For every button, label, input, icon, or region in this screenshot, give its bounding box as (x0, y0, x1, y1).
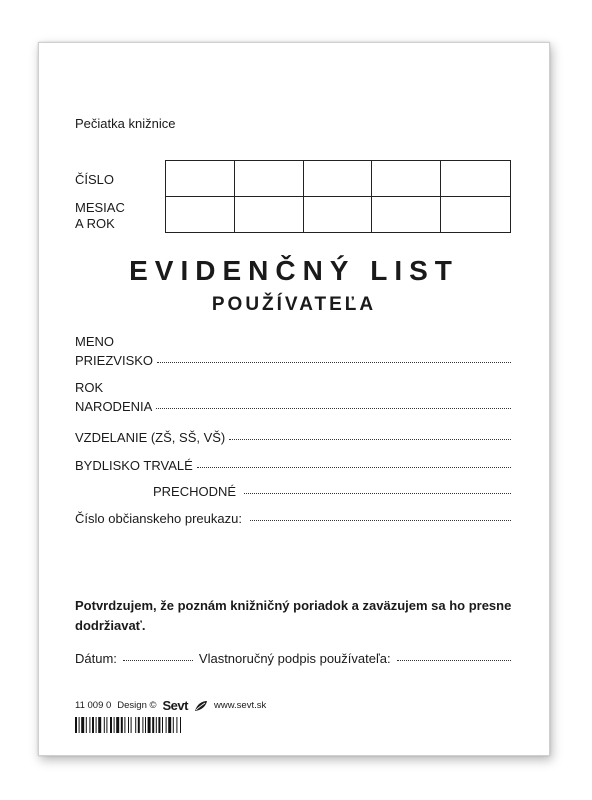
month-label: MESIAC (75, 200, 125, 215)
temporary-address-field[interactable] (244, 492, 511, 494)
month-year-cell-4[interactable] (372, 197, 441, 233)
education-row (75, 430, 511, 445)
surname-field[interactable] (157, 361, 511, 363)
surname-label: PRIEZVISKO (75, 353, 154, 368)
permanent-address-field[interactable] (197, 466, 511, 468)
temporary-address-row (153, 484, 511, 499)
number-cell-1[interactable] (166, 161, 235, 197)
month-year-label (75, 200, 125, 232)
leaf-logo-icon (194, 700, 208, 712)
registration-form-card (38, 42, 550, 756)
month-year-cell-3[interactable] (304, 197, 373, 233)
date-field[interactable] (123, 659, 193, 661)
month-year-cell-1[interactable] (166, 197, 235, 233)
website-url: www.sevt.sk (213, 700, 267, 711)
signature-label: Vlastnoručný podpis používateľa: (198, 651, 391, 666)
surname-row (75, 353, 511, 368)
date-label: Dátum: (75, 651, 117, 666)
signature-field[interactable] (397, 659, 511, 661)
product-code: 11 009 0 (75, 700, 112, 711)
id-card-row (75, 511, 511, 526)
sevt-logo: Sevt (162, 698, 188, 713)
temporary-address-label: PRECHODNÉ (153, 484, 237, 499)
name-label: MENO (75, 334, 114, 349)
permanent-address-row (75, 458, 511, 473)
id-card-field[interactable] (250, 519, 511, 521)
number-cell-4[interactable] (372, 161, 441, 197)
footer (75, 698, 266, 713)
number-label: ČÍSLO (75, 172, 115, 187)
document-subtitle: POUŽÍVATEĽA (211, 294, 377, 315)
year-label: A ROK (75, 216, 115, 231)
month-year-cell-5[interactable] (441, 197, 510, 233)
number-cell-3[interactable] (304, 161, 373, 197)
birth-field[interactable] (156, 407, 511, 409)
education-field[interactable] (229, 438, 511, 440)
date-signature-row (75, 651, 511, 666)
number-cell-5[interactable] (441, 161, 510, 197)
permanent-address-label: BYDLISKO TRVALÉ (75, 458, 193, 473)
month-year-cell-2[interactable] (235, 197, 304, 233)
design-credit: Design © (117, 700, 157, 711)
library-stamp-label: Pečiatka knižnice (75, 116, 176, 131)
number-month-grid (165, 160, 511, 233)
birth-year-label-line1: ROK (75, 380, 104, 395)
education-label: VZDELANIE (ZŠ, SŠ, VŠ) (75, 430, 226, 445)
id-card-label: Číslo občianskeho preukazu: (75, 511, 242, 526)
number-cell-2[interactable] (235, 161, 304, 197)
birth-label: NARODENIA (75, 399, 153, 414)
barcode (75, 717, 249, 733)
birth-row (75, 399, 511, 414)
confirmation-statement: Potvrdzujem, že poznám knižničný poriadok a zaväzujem sa ho presne dodržiavať. (75, 598, 512, 633)
document-title: EVIDENČNÝ LIST (129, 255, 459, 286)
